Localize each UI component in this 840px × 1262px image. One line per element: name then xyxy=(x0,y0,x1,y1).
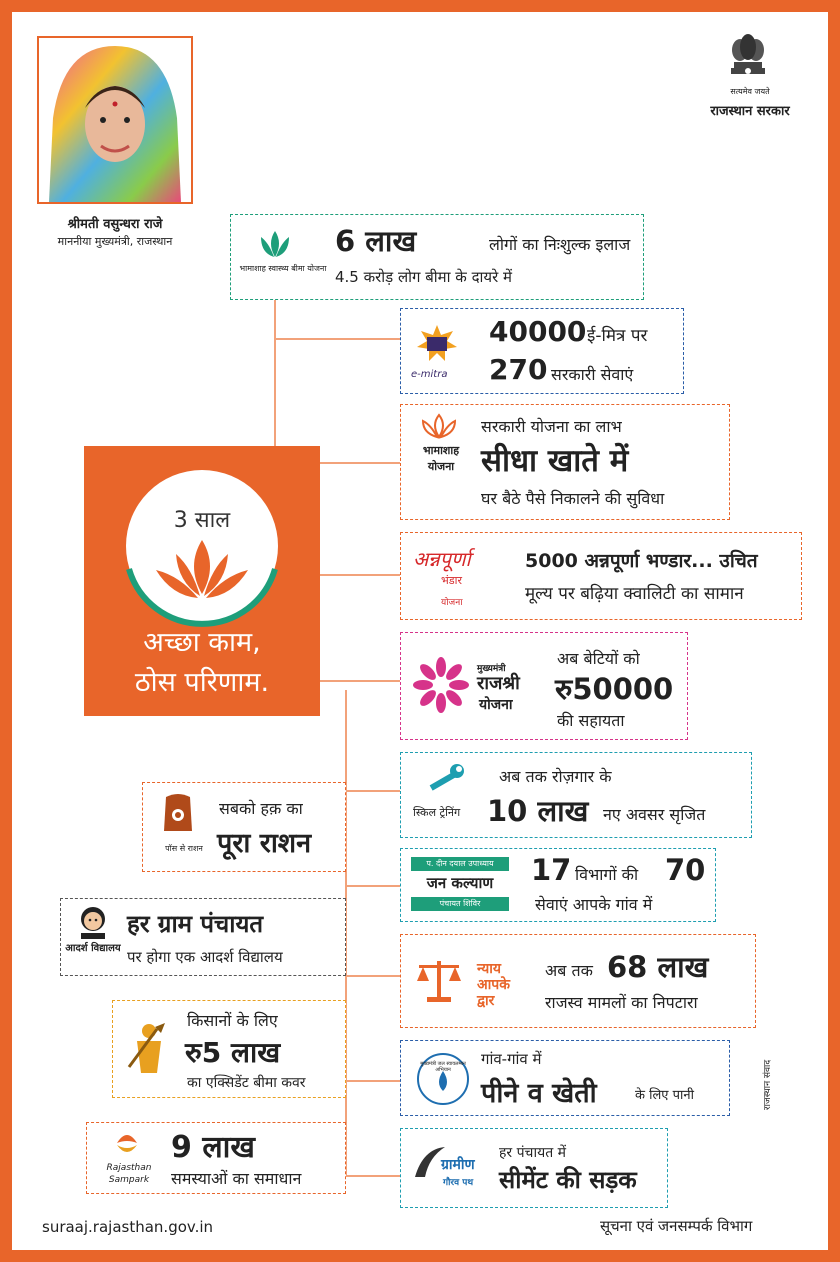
connector xyxy=(345,1080,400,1082)
sampark-big: 9 लाख xyxy=(171,1130,255,1165)
card-skill xyxy=(400,752,752,838)
annapurna-line2: मूल्य पर बढ़िया क्वालिटी का सामान xyxy=(525,584,744,604)
jankalyan-logo1: प. दीन दयाल उपाध्याय xyxy=(411,857,509,871)
ration-logo: पॉस से राशन xyxy=(165,844,203,853)
card-adarsh xyxy=(60,898,346,976)
ration-big: पूरा राशन xyxy=(217,828,312,859)
annapurna-line1: 5000 अन्नपूर्णा भण्डार... उचित xyxy=(525,550,758,572)
water-logo: मुख्यमंत्री जल स्वावलम्बन अभियान xyxy=(420,1061,466,1073)
adarsh-logo: आदर्श विद्यालय xyxy=(65,943,121,954)
sampark-icon xyxy=(111,1129,143,1159)
rajshri-logo1: मुख्यमंत्री xyxy=(477,664,506,674)
bhamashah-logo1: भामाशाह xyxy=(422,444,460,457)
jankalyan-txt1: विभागों की xyxy=(575,865,639,884)
sampark-line2: समस्याओं का समाधान xyxy=(171,1169,302,1188)
health-line1: लोगों का निःशुल्क इलाज xyxy=(489,235,631,254)
card-kisan xyxy=(112,1000,346,1098)
hero-panel xyxy=(84,446,320,716)
nyay-line2: राजस्व मामलों का निपटारा xyxy=(545,993,698,1012)
rajshri-logo2: राजश्री xyxy=(477,673,520,694)
card-water xyxy=(400,1040,730,1116)
rajshri-flower-icon xyxy=(413,657,469,713)
ashoka-emblem-icon xyxy=(728,32,768,84)
health-big: 6 लाख xyxy=(335,224,417,258)
jankalyan-big2: 70 xyxy=(665,853,706,887)
leader-portrait xyxy=(37,36,193,204)
emitra-icon xyxy=(415,323,459,363)
water-drop-icon xyxy=(415,1051,471,1107)
rajshri-line1: अब बेटियों को xyxy=(557,649,640,668)
justice-scale-icon xyxy=(415,957,463,1005)
wrench-icon xyxy=(425,763,465,797)
health-lotus-icon xyxy=(255,229,295,259)
bhamashah-logo2: योजना xyxy=(427,460,455,473)
emitra-num1: 40000 xyxy=(489,315,587,348)
hero-line2: ठोस परिणाम. xyxy=(134,667,270,698)
ration-bag-icon xyxy=(163,791,193,833)
jankalyan-logo2: जन कल्याण xyxy=(426,874,494,892)
skill-big: 10 लाख xyxy=(487,794,589,828)
bhamashah-line3: घर बैठे पैसे निकालने की सुविधा xyxy=(481,489,665,508)
card-sampark xyxy=(86,1122,346,1194)
annapurna-logo3: योजना xyxy=(441,598,463,608)
skill-line1: अब तक रोज़गार के xyxy=(499,767,612,786)
card-ration xyxy=(142,782,346,872)
connector xyxy=(318,680,400,682)
sampark-logo2: Sampark xyxy=(108,1175,150,1185)
nyay-logo1: न्याय xyxy=(477,961,501,977)
skill-line2: नए अवसर सृजित xyxy=(603,805,706,824)
bhamashah-lotus-icon xyxy=(417,413,461,439)
water-line1: गांव-गांव में xyxy=(481,1050,542,1068)
card-bhamashah xyxy=(400,404,730,520)
rajshri-logo3: योजना xyxy=(479,697,513,713)
card-gramin xyxy=(400,1128,668,1208)
connector xyxy=(345,1175,400,1177)
nyay-line1: अब तक xyxy=(545,961,593,980)
health-line2: 4.5 करोड़ लोग बीमा के दायरे में xyxy=(335,268,513,286)
gramin-line1: हर पंचायत में xyxy=(499,1145,567,1161)
emitra-txt1: ई-मित्र पर xyxy=(587,326,648,346)
health-logo-text: भामाशाह स्वास्थ्य बीमा योजना xyxy=(239,264,327,273)
water-big: पीने व खेती xyxy=(481,1078,597,1109)
annapurna-logo1: अन्नपूर्णा xyxy=(413,547,471,571)
emblem-motto: सत्यमेव जयते xyxy=(730,87,770,96)
ration-line1: सबको हक़ का xyxy=(219,799,303,818)
footer-url[interactable]: suraaj.rajasthan.gov.in xyxy=(42,1218,214,1236)
connector xyxy=(345,885,400,887)
student-icon xyxy=(75,905,111,939)
adarsh-big: हर ग्राम पंचायत xyxy=(127,910,264,938)
jankalyan-big1: 17 xyxy=(531,853,572,887)
nyay-logo3: द्वार xyxy=(477,993,495,1009)
kisan-line1: किसानों के लिए xyxy=(187,1011,278,1030)
card-rajshri xyxy=(400,632,688,740)
connector xyxy=(274,298,276,446)
nyay-logo2: आपके xyxy=(477,977,511,993)
side-credit: राजस्थान संवाद xyxy=(763,1059,773,1110)
hero-line1: अच्छा काम, xyxy=(143,627,261,658)
emitra-num2: 270 xyxy=(489,353,548,386)
leader-name: श्रीमती वसुन्धरा राजे xyxy=(67,217,163,232)
hero-years: 3 साल xyxy=(173,508,231,533)
annapurna-logo2: भंडार xyxy=(441,574,462,587)
bhamashah-line1: सरकारी योजना का लाभ xyxy=(481,417,622,436)
footer-department: सूचना एवं जनसम्पर्क विभाग xyxy=(600,1217,753,1235)
jankalyan-logo3: पंचायत शिविर xyxy=(411,897,509,911)
kisan-big: रु5 लाख xyxy=(185,1036,281,1069)
farmer-icon xyxy=(127,1021,171,1075)
emitra-logo: e-mitra xyxy=(411,369,448,380)
connector xyxy=(345,790,400,792)
emitra-txt2: सरकारी सेवाएं xyxy=(551,365,634,384)
connector xyxy=(345,975,400,977)
lotus-icon xyxy=(84,464,320,634)
government-name: राजस्थान सरकार xyxy=(710,104,790,119)
connector xyxy=(318,462,400,464)
sampark-logo1: Rajasthan xyxy=(106,1163,152,1173)
card-nyay xyxy=(400,934,756,1028)
jankalyan-line2: सेवाएं आपके गांव में xyxy=(535,895,653,914)
nyay-big: 68 लाख xyxy=(607,950,709,984)
card-jankalyan xyxy=(400,848,716,922)
card-bhamashah-health xyxy=(230,214,644,300)
water-small: के लिए पानी xyxy=(635,1088,694,1103)
skill-logo: स्किल ट्रेनिंग xyxy=(413,806,461,819)
gramin-logo1: ग्रामीण xyxy=(441,1157,475,1173)
rajshri-big: रु50000 xyxy=(555,672,674,706)
card-emitra xyxy=(400,308,684,394)
leader-title: माननीया मुख्यमंत्री, राजस्थान xyxy=(57,235,173,248)
card-annapurna xyxy=(400,532,802,620)
gramin-big: सीमेंट की सड़क xyxy=(499,1166,637,1194)
kisan-line3: का एक्सिडेंट बीमा कवर xyxy=(187,1075,306,1091)
connector xyxy=(318,574,400,576)
bhamashah-big: सीधा खाते में xyxy=(481,443,629,479)
rajshri-line3: की सहायता xyxy=(557,711,625,730)
gramin-logo2: गौरव पथ xyxy=(443,1178,474,1188)
adarsh-line2: पर होगा एक आदर्श विद्यालय xyxy=(127,948,283,966)
connector xyxy=(274,338,400,340)
